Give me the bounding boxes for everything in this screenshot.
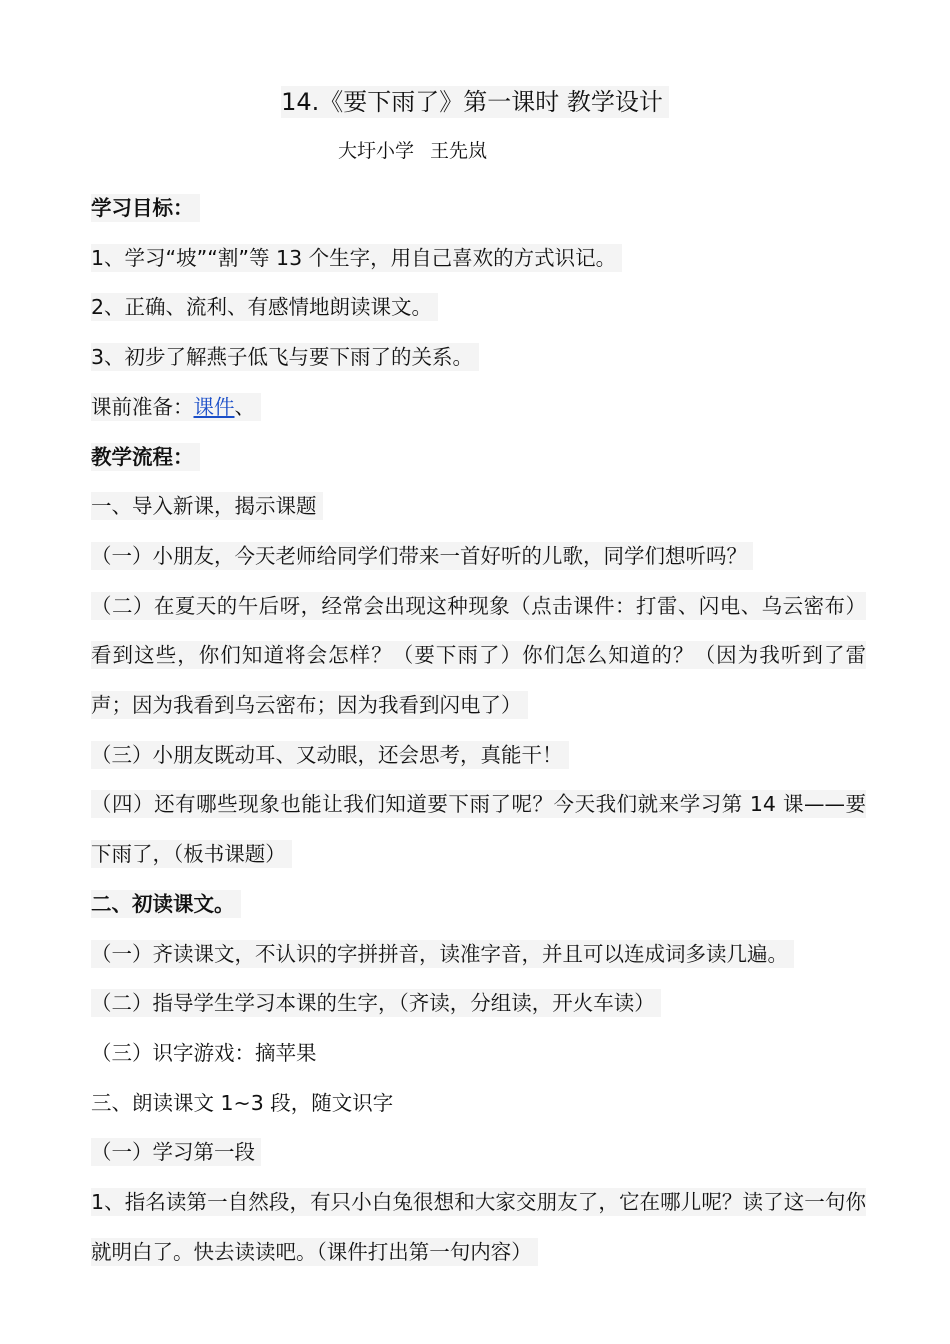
part3-subheading-text: （一）学习第一段: [91, 1138, 261, 1166]
author-school: 大圩小学: [338, 140, 415, 162]
part1-item: [91, 532, 866, 582]
goal-item-text: 1、学习“坡”“割”等 13 个生字，用自己喜欢的方式识记。: [91, 244, 622, 272]
goals-heading-text: 学习目标：: [91, 194, 200, 222]
goal-item: [91, 333, 866, 383]
prep-label: 课前准备：: [91, 394, 194, 419]
part1-item: [91, 780, 866, 879]
part1-item: [91, 731, 866, 781]
part1-item-text: （一）小朋友，今天老师给同学们带来一首好听的儿歌，同学们想听吗？: [91, 542, 753, 570]
part3-item: [91, 1178, 866, 1277]
author-line: [338, 138, 487, 164]
goal-item-text: 3、初步了解燕子低飞与要下雨了的关系。: [91, 343, 479, 371]
part3-subheading: [91, 1128, 866, 1178]
part2-item: [91, 979, 866, 1029]
part2-heading-text: 二、初读课文。: [91, 890, 241, 918]
goal-item: [91, 234, 866, 284]
goal-item: [91, 283, 866, 333]
part1-item-text: （四）还有哪些现象也能让我们知道要下雨了呢？今天我们就来学习第 14 课——要下雨了，（板书课题）: [91, 792, 866, 867]
author-name: 王先岚: [430, 140, 488, 162]
part1-heading: [91, 482, 866, 532]
part3-item-text: 1、指名读第一自然段，有只小白兔很想和大家交朋友了，它在哪儿呢？读了这一句你就明白了。快去读读吧。（课件打出第一句内容）: [91, 1190, 866, 1264]
prep-line: [91, 383, 866, 433]
part1-item-text: （二）在夏天的午后呀，经常会出现这种现象（点击课件：打雷、闪电、乌云密布）看到这些，你们知道将会怎样？（要下雨了）你们怎么知道的？（因为我听到了雷声；因为我看到乌云密布；因为我看到闪电了）: [91, 593, 866, 718]
part1-item: [91, 582, 866, 731]
part3-heading: [91, 1079, 866, 1129]
goal-item-text: 2、正确、流利、有感情地朗读课文。: [91, 293, 438, 321]
flow-heading: [91, 433, 866, 483]
part1-item-text: （三）小朋友既动耳、又动眼，还会思考，真能干！: [91, 741, 569, 769]
document-body: [91, 184, 866, 1277]
part2-item-text: （一）齐读课文，不认识的字拼拼音，读准字音，并且可以连成词多读几遍。: [91, 940, 794, 968]
goals-heading: [91, 184, 866, 234]
part2-item-text: （二）指导学生学习本课的生字，（齐读，分组读，开火车读）: [91, 989, 661, 1017]
document-title: [0, 86, 950, 118]
part1-heading-text: 一、导入新课，揭示课题: [91, 492, 323, 520]
title-text: 14.《要下雨了》第一课时 教学设计: [281, 86, 669, 118]
part2-item-text: （三）识字游戏：摘苹果: [91, 1040, 317, 1065]
flow-heading-text: 教学流程：: [91, 443, 200, 471]
part2-item: [91, 930, 866, 980]
courseware-link[interactable]: 课件: [193, 394, 235, 419]
prep-suffix: 、: [234, 394, 255, 419]
part2-heading: [91, 880, 866, 930]
part3-heading-text: 三、朗读课文 1~3 段，随文识字: [91, 1090, 394, 1115]
part2-item: [91, 1029, 866, 1079]
